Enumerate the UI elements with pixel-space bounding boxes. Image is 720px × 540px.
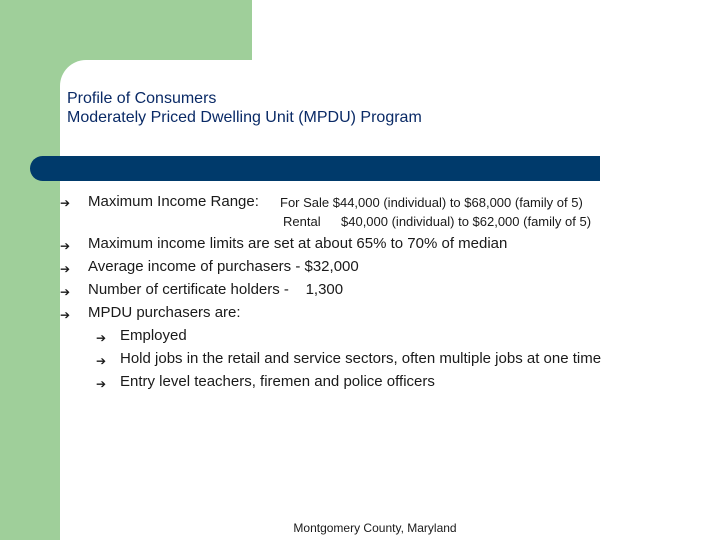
income-range-label: Maximum Income Range: (88, 193, 259, 210)
list-item: Number of certificate holders - 1,300 (88, 281, 344, 298)
list-item: Average income of purchasers - $32,000 (88, 258, 359, 275)
list-item: MPDU purchasers are: (88, 304, 241, 321)
right-arrow-icon: ➔ (96, 377, 107, 391)
title-line-1: Profile of Consumers (67, 90, 217, 107)
right-arrow-icon: ➔ (60, 239, 71, 253)
right-arrow-icon: ➔ (96, 331, 107, 345)
right-arrow-icon: ➔ (60, 285, 71, 299)
sub-list-item: Hold jobs in the retail and service sectors, often multiple jobs at one time (120, 350, 602, 367)
right-arrow-icon: ➔ (60, 196, 71, 210)
income-range-rental-value: $40,000 (individual) to $62,000 (family of 5) (341, 214, 592, 229)
right-arrow-icon: ➔ (60, 262, 71, 276)
footer-text: Montgomery County, Maryland (293, 521, 457, 535)
sub-list-item: Entry level teachers, firemen and police officers (120, 373, 435, 390)
right-arrow-icon: ➔ (96, 354, 107, 368)
list-item: Maximum income limits are set at about 65% to 70% of median (88, 235, 508, 252)
right-arrow-icon: ➔ (60, 308, 71, 322)
income-range-for-sale: For Sale $44,000 (individual) to $68,000 (family of 5) (280, 195, 583, 210)
income-range-rental-label: Rental (283, 214, 321, 229)
sub-list-item: Employed (120, 327, 187, 344)
title-line-2: Moderately Priced Dwelling Unit (MPDU) Program (67, 109, 422, 126)
